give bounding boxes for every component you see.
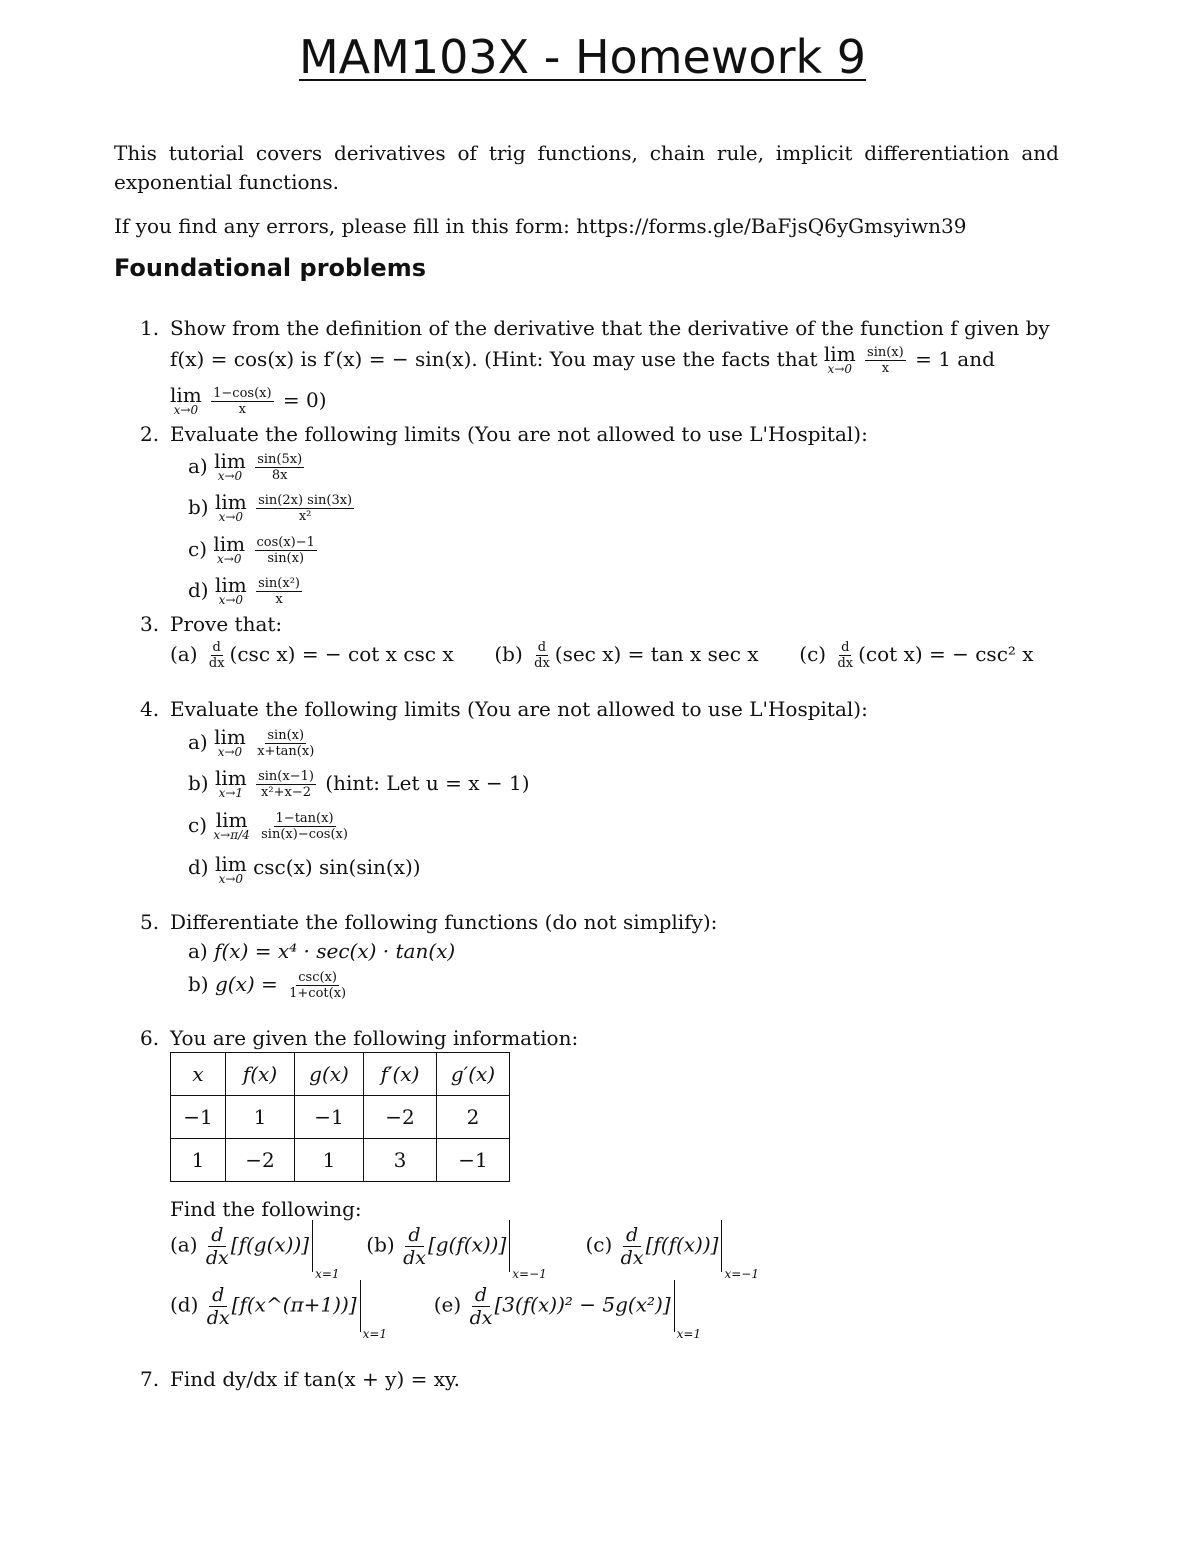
table-header-cell: f′(x) bbox=[364, 1053, 437, 1096]
q1-line2: f(x) = cos(x) is f′(x) = − sin(x). (Hint: You may use the facts that lim x→0 $\frac{\sin(x)}{x}$ = 1 and bbox=[170, 342, 995, 376]
q5-text: Differentiate the following functions (do not simplify): bbox=[170, 910, 718, 934]
table-header-cell: x bbox=[171, 1053, 226, 1096]
q5-item-b: b) g(x) = $\frac{\csc(x)}{1+\cot(x)}$ bbox=[188, 970, 347, 1001]
q2-item-c: c) lim x→0 $\frac{\cos(x)-1}{\sin(x)}$ bbox=[188, 532, 315, 566]
q6-number: 6. bbox=[140, 1026, 160, 1050]
table-cell: −1 bbox=[295, 1096, 364, 1139]
q2-item-b: b) lim x→0 $\frac{\sin(2x) \sin(3x)}{\text{x²}}$ bbox=[188, 490, 353, 524]
q2-item-a: a) lim x→0 $\frac{\sin(5x)}{8x}$ bbox=[188, 449, 303, 483]
q4-number: 4. bbox=[140, 697, 160, 721]
q6-row-abc: (a) $\frac{d}{dx}$ $[f(g(x))]_{x=1}$ (b) $\frac{d}{dx}$ $[g(f(x))]_{x=-1}$ (c) $\frac{d}{dx}$ $[f(f(x))]_{x=-1}$ bbox=[170, 1220, 759, 1281]
table-cell: −1 bbox=[437, 1139, 510, 1182]
q3-number: 3. bbox=[140, 612, 160, 636]
table-header-cell: f(x) bbox=[226, 1053, 295, 1096]
table-row bbox=[171, 1139, 510, 1182]
q4-text: Evaluate the following limits (You are not allowed to use L'Hospital): bbox=[170, 697, 868, 721]
q1-number: 1. bbox=[140, 316, 160, 340]
table-header-cell: g(x) bbox=[295, 1053, 364, 1096]
table-header-row bbox=[171, 1053, 510, 1096]
q5-number: 5. bbox=[140, 910, 160, 934]
q5-item-a: a) f(x) = x⁴ · sec(x) · tan(x) bbox=[188, 939, 456, 963]
table-header-cell: g′(x) bbox=[437, 1053, 510, 1096]
intro-paragraph: This tutorial covers derivatives of trig functions, chain rule, implicit differentiation and exponential functions. bbox=[114, 141, 1059, 194]
q4-item-c: c) lim x→π/4 $\frac{1-\tan(x)}{\sin(x)-\cos(x)}$ bbox=[188, 808, 348, 842]
q6-row-de: (d) $\frac{d}{dx}$ $[f(x\^{}(\pi+1))]_{x=1}$ (e) $\frac{d}{dx}$ $[3(f(x))^2 - 5g(x^2)]_{x=1}$ bbox=[170, 1280, 701, 1341]
q7-text: Find dy/dx if tan(x + y) = xy. bbox=[170, 1367, 460, 1391]
table-cell: 3 bbox=[364, 1139, 437, 1182]
q1-line3: lim x→0 $\frac{1-\cos(x)}{x}$ = 0) bbox=[170, 383, 327, 417]
values-table bbox=[170, 1052, 510, 1182]
q6-text: You are given the following information: bbox=[170, 1026, 579, 1050]
errors-form-line: If you find any errors, please fill in this form: https://forms.gle/BaFjsQ6yGmsyiwn39 bbox=[114, 214, 967, 238]
q4-item-a: a) lim x→0 $\frac{\sin(x)}{x+\tan(x)}$ bbox=[188, 725, 315, 759]
q7-number: 7. bbox=[140, 1367, 160, 1391]
section-heading: Foundational problems bbox=[114, 254, 426, 282]
table-cell: 2 bbox=[437, 1096, 510, 1139]
table-cell: 1 bbox=[295, 1139, 364, 1182]
table-cell: −1 bbox=[171, 1096, 226, 1139]
table-row bbox=[171, 1096, 510, 1139]
table-cell: −2 bbox=[226, 1139, 295, 1182]
table-cell: 1 bbox=[226, 1096, 295, 1139]
q2-number: 2. bbox=[140, 422, 160, 446]
table-cell: −2 bbox=[364, 1096, 437, 1139]
q4-item-b: b) lim x→1 $\frac{\sin(x-1)}{\text{x²+x−2}}$ (hint: Let u = x − 1) bbox=[188, 766, 530, 800]
q3-parts: (a) $\frac{d}{dx}$ (csc x) = − cot x csc x (b) $\frac{d}{dx}$ (sec x) = tan x sec x (c) $\frac{d}{dx}$ (cot x) = − csc² x bbox=[170, 640, 1034, 671]
table-cell: 1 bbox=[171, 1139, 226, 1182]
q2-text: Evaluate the following limits (You are not allowed to use L'Hospital): bbox=[170, 422, 868, 446]
q4-item-d: d) lim x→0 csc(x) sin(sin(x)) bbox=[188, 852, 421, 886]
q1-line1: Show from the definition of the derivative that the derivative of the function f given by bbox=[170, 316, 1050, 340]
page-title: MAM103X - Homework 9 bbox=[298, 30, 867, 84]
q3-text: Prove that: bbox=[170, 612, 283, 636]
q6-find-text: Find the following: bbox=[170, 1197, 362, 1221]
q2-item-d: d) lim x→0 $\frac{\text{sin(x²)}}{x}$ bbox=[188, 573, 300, 607]
